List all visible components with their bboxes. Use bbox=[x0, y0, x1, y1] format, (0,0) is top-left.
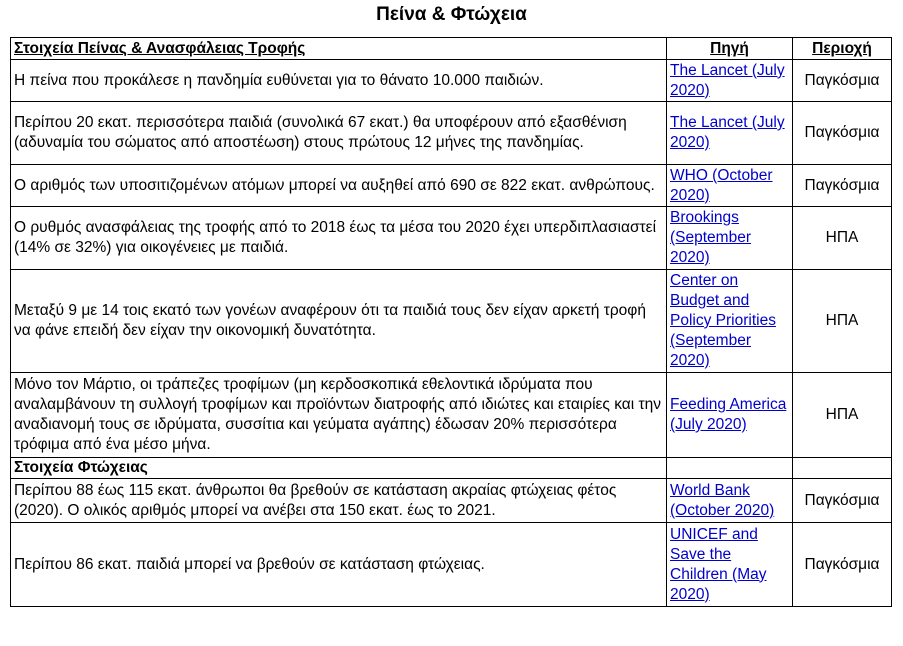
fact-cell: Ο ρυθμός ανασφάλειας της τροφής από το 2018 έως τα μέσα του 2020 έχει υπερδιπλασιαστεί (14% σε 32%) για οικογένειες με παιδιά. bbox=[11, 207, 667, 270]
column-header-source: Πηγή bbox=[667, 38, 793, 60]
table-row bbox=[11, 207, 892, 270]
source-link[interactable]: UNICEF and Save the Children (May 2020) bbox=[670, 525, 767, 603]
source-link[interactable]: Feeding America (July 2020) bbox=[670, 396, 787, 433]
fact-cell: Περίπου 88 έως 115 εκατ. άνθρωποι θα βρεθούν σε κατάσταση ακραίας φτώχειας φέτος (2020). Ο ολικός αριθμός μπορεί να ανέβει στα 150 εκατ. έως το 2021. bbox=[11, 479, 667, 523]
region-cell: Παγκόσμια bbox=[793, 479, 892, 523]
section-row bbox=[11, 458, 892, 479]
table-row bbox=[11, 479, 892, 523]
source-link[interactable]: Brookings (September 2020) bbox=[670, 209, 751, 266]
region-cell: ΗΠΑ bbox=[793, 207, 892, 270]
source-link[interactable]: The Lancet (July 2020) bbox=[670, 114, 785, 151]
source-link[interactable]: World Bank (October 2020) bbox=[670, 481, 775, 519]
hunger-poverty-table bbox=[10, 37, 892, 607]
section-title-poverty: Στοιχεία Φτώχειας bbox=[11, 458, 667, 479]
region-cell: Παγκόσμια bbox=[793, 165, 892, 207]
table-row bbox=[11, 60, 892, 102]
table-row bbox=[11, 165, 892, 207]
column-header-region: Περιοχή bbox=[793, 38, 892, 60]
table-row bbox=[11, 373, 892, 458]
source-link[interactable]: WHO (October 2020) bbox=[670, 166, 773, 204]
source-link[interactable]: The Lancet (July 2020) bbox=[670, 61, 785, 99]
source-link[interactable]: Center on Budget and Policy Priorities (September 2020) bbox=[670, 272, 776, 369]
fact-cell: Ο αριθμός των υποσιτιζομένων ατόμων μπορεί να αυξηθεί από 690 σε 822 εκατ. ανθρώπους. bbox=[11, 165, 667, 207]
fact-cell: Περίπου 86 εκατ. παιδιά μπορεί να βρεθούν σε κατάσταση φτώχειας. bbox=[11, 523, 667, 607]
fact-cell: Μεταξύ 9 με 14 τοις εκατό των γονέων αναφέρουν ότι τα παιδιά τους δεν είχαν αρκετή τροφή να φάνε επειδή δεν είχαν την οικονομική δυνατότητα. bbox=[11, 270, 667, 373]
page-title: Πείνα & Φτώχεια bbox=[376, 4, 527, 25]
table-row bbox=[11, 270, 892, 373]
table-row bbox=[11, 523, 892, 607]
table-row bbox=[11, 102, 892, 165]
region-cell: Παγκόσμια bbox=[793, 523, 892, 607]
region-cell: Παγκόσμια bbox=[793, 60, 892, 102]
fact-cell: Η πείνα που προκάλεσε η πανδημία ευθύνεται για το θάνατο 10.000 παιδιών. bbox=[11, 60, 667, 102]
region-cell: ΗΠΑ bbox=[793, 373, 892, 458]
region-cell: ΗΠΑ bbox=[793, 270, 892, 373]
table-header-row bbox=[11, 38, 892, 60]
fact-cell: Περίπου 20 εκατ. περισσότερα παιδιά (συνολικά 67 εκατ.) θα υποφέρουν από εξασθένιση (αδυναμία του σώματος από αποστέωση) στους πρώτους 12 μήνες της πανδημίας. bbox=[11, 102, 667, 165]
region-cell: Παγκόσμια bbox=[793, 102, 892, 165]
column-header-fact: Στοιχεία Πείνας & Ανασφάλειας Τροφής bbox=[11, 38, 667, 60]
fact-cell: Μόνο τον Μάρτιο, οι τράπεζες τροφίμων (μη κερδοσκοπικά εθελοντικά ιδρύματα που αναλαμβάνουν τη συλλογή τροφίμων και προϊόντων διατροφής από ιδιώτες και εταιρίες και την αναδιανομή τους σε ιδρύματα, συσσίτια και γεύματα αγάπης) έδωσαν 20% περισσότερα τρόφιμα από ένα μέσο μήνα. bbox=[11, 373, 667, 458]
